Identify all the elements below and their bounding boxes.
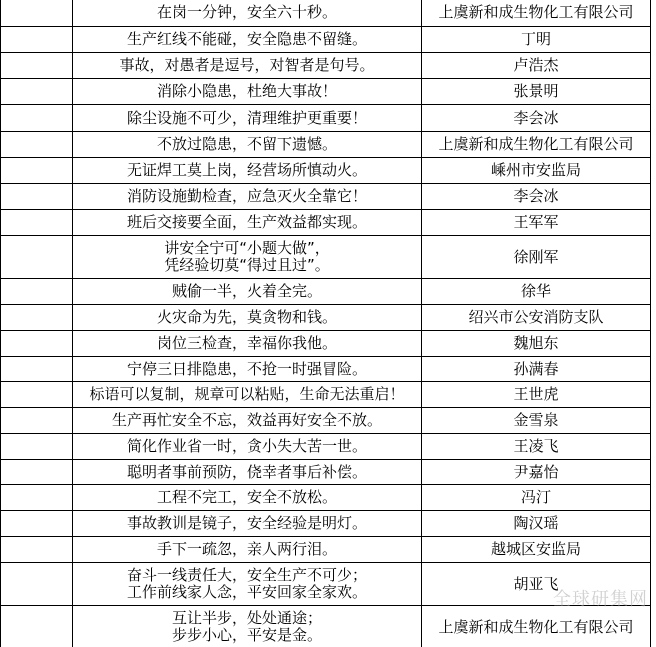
slogan-cell: [73, 105, 422, 132]
slogan-cell: [73, 305, 422, 331]
slogan-line: 讲安全宁可“小题大做”，: [164, 239, 330, 257]
row-number-cell: [1, 460, 73, 485]
slogan-line: 简化作业省一时，贪小失大苦一世。: [126, 437, 367, 455]
watermark-text: 全球研集网: [553, 589, 648, 610]
slogan-line: 宁停三日排隐患，不抢一时强冒险。: [126, 359, 367, 378]
table-row: [1, 132, 651, 158]
table-row: [1, 53, 651, 79]
table-row: [1, 210, 651, 236]
slogan-cell: [73, 460, 422, 485]
row-number-cell: [1, 236, 73, 279]
slogan-line: 工程不完工，安全不放松。: [156, 488, 337, 506]
slogan-line: 手下一疏忽，亲人两行泪。: [156, 540, 337, 558]
table-row: [1, 485, 651, 511]
slogan-cell: [73, 606, 422, 647]
author-cell: 卢浩杰: [422, 53, 651, 79]
slogan-line: 互让半步，处处通途；: [171, 609, 322, 627]
author-cell: 徐刚军: [422, 236, 651, 279]
author-cell: 胡亚飞: [422, 563, 651, 606]
row-number-cell: [1, 79, 73, 105]
slogan-cell: [73, 408, 422, 434]
author-cell: 上虞新和成生物化工有限公司: [422, 606, 651, 647]
slogan-cell: [73, 27, 422, 53]
author-cell: 丁明: [422, 27, 651, 53]
slogan-line: 工作前线家人念，平安回家全家欢。: [126, 583, 367, 601]
slogan-cell: [73, 485, 422, 511]
row-number-cell: [1, 485, 73, 511]
table-row: [1, 357, 651, 382]
row-number-cell: [1, 357, 73, 382]
author-cell: 王军军: [422, 210, 651, 236]
slogan-cell: [73, 537, 422, 563]
author-cell: 孙满春: [422, 357, 651, 382]
table-row: [1, 27, 651, 53]
slogan-line: 消防设施勤检查，应急灭火全靠它！: [126, 187, 367, 205]
slogan-line: 奋斗一线责任大，安全生产不可少；: [126, 566, 367, 584]
slogan-cell: [73, 279, 422, 305]
slogan-line: 生产再忙安全不忘，效益再好安全不放。: [111, 411, 382, 429]
slogan-line: 凭经验切莫“得过且过”。: [164, 256, 330, 274]
row-number-cell: [1, 606, 73, 647]
author-cell: 李会冰: [422, 105, 651, 132]
row-number-cell: [1, 0, 73, 27]
author-cell: 冯汀: [422, 485, 651, 511]
author-cell: 上虞新和成生物化工有限公司: [422, 132, 651, 158]
row-number-cell: [1, 382, 73, 408]
slogan-cell: [73, 434, 422, 460]
row-number-cell: [1, 158, 73, 184]
row-number-cell: [1, 537, 73, 563]
table-row: [1, 305, 651, 331]
row-number-cell: [1, 53, 73, 79]
row-number-cell: [1, 279, 73, 305]
row-number-cell: [1, 305, 73, 331]
author-cell: 王凌飞: [422, 434, 651, 460]
table-row: [1, 537, 651, 563]
row-number-cell: [1, 563, 73, 606]
author-cell: 张景明: [422, 79, 651, 105]
slogan-line: 生产红线不能碰，安全隐患不留缝。: [126, 30, 367, 48]
slogan-line: 岗位三检查，幸福你我他。: [156, 334, 337, 352]
table-row: [1, 158, 651, 184]
row-number-cell: [1, 408, 73, 434]
slogan-table-body: [1, 0, 651, 647]
slogan-line: 班后交接要全面，生产效益都实现。: [126, 213, 367, 231]
row-number-cell: [1, 132, 73, 158]
slogan-line: 标语可以复制，规章可以粘贴，生命无法重启！: [89, 385, 405, 403]
table-row: [1, 105, 651, 132]
author-cell: 尹嘉怡: [422, 460, 651, 485]
table-row: [1, 236, 651, 279]
table-row: [1, 408, 651, 434]
row-number-cell: [1, 105, 73, 132]
slogan-line: 消除小隐患，杜绝大事故！: [156, 82, 337, 100]
slogan-cell: [73, 563, 422, 606]
slogan-line: 聪明者事前预防，侥幸者事后补偿。: [126, 462, 367, 481]
author-cell: 金雪泉: [422, 408, 651, 434]
slogan-cell: [73, 79, 422, 105]
slogan-line: 除尘设施不可少，清理维护更重要！: [126, 108, 367, 127]
table-row: [1, 79, 651, 105]
slogan-cell: [73, 210, 422, 236]
slogan-line: 火灾命为先，莫贪物和钱。: [156, 308, 337, 326]
slogan-cell: [73, 236, 422, 279]
author-cell: 徐华: [422, 279, 651, 305]
row-number-cell: [1, 27, 73, 53]
row-number-cell: [1, 184, 73, 210]
table-row: [1, 331, 651, 357]
table-row: [1, 511, 651, 537]
row-number-cell: [1, 511, 73, 537]
slogan-cell: [73, 158, 422, 184]
slogan-cell: [73, 331, 422, 357]
table-row: [1, 382, 651, 408]
author-cell: 李会冰: [422, 184, 651, 210]
table-row: [1, 184, 651, 210]
table-row: [1, 279, 651, 305]
slogan-line: 贼偷一半，火着全完。: [171, 282, 322, 300]
slogan-cell: [73, 382, 422, 408]
table-row: [1, 563, 651, 606]
table-row: [1, 434, 651, 460]
slogan-line: 事故，对愚者是逗号，对智者是句号。: [119, 56, 375, 74]
author-cell: 魏旭东: [422, 331, 651, 357]
slogan-cell: [73, 357, 422, 382]
slogan-cell: [73, 511, 422, 537]
slogan-line: 步步小心，平安是金。: [171, 626, 322, 644]
table-row: [1, 460, 651, 485]
author-cell: 嵊州市安监局: [422, 158, 651, 184]
table-row: [1, 606, 651, 647]
author-cell: 王世虎: [422, 382, 651, 408]
row-number-cell: [1, 331, 73, 357]
author-cell: 陶汉瑶: [422, 511, 651, 537]
author-cell: 上虞新和成生物化工有限公司: [422, 0, 651, 27]
row-number-cell: [1, 434, 73, 460]
slogan-cell: [73, 53, 422, 79]
row-number-cell: [1, 210, 73, 236]
slogan-cell: [73, 132, 422, 158]
slogan-line: 事故教训是镜子，安全经验是明灯。: [126, 514, 367, 532]
author-cell: 越城区安监局: [422, 537, 651, 563]
slogan-line: 在岗一分钟，安全六十秒。: [156, 2, 337, 21]
table-row: [1, 0, 651, 27]
slogan-cell: [73, 184, 422, 210]
slogan-line: 无证焊工莫上岗，经营场所慎动火。: [126, 161, 367, 179]
slogan-cell: [73, 0, 422, 27]
slogan-line: 不放过隐患，不留下遗憾。: [156, 135, 337, 153]
author-cell: 绍兴市公安消防支队: [422, 305, 651, 331]
